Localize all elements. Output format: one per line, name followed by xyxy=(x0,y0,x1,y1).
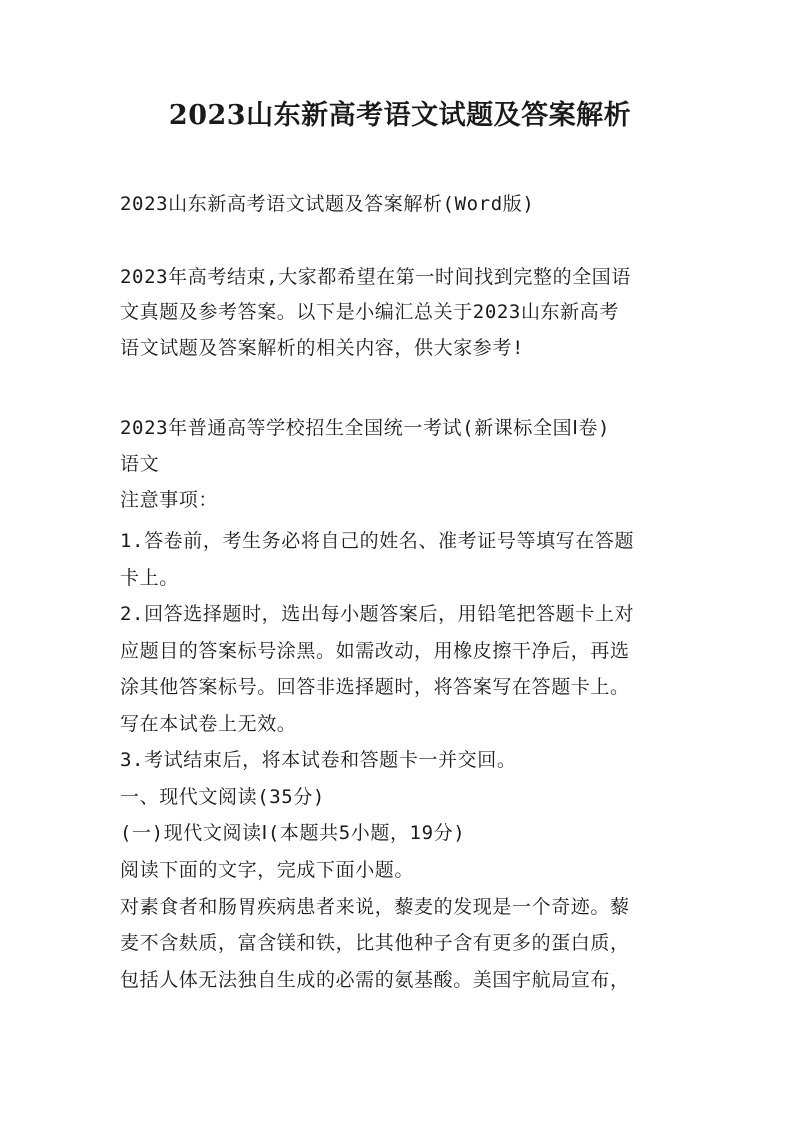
document-subtitle: 2023山东新高考语文试题及答案解析(Word版) xyxy=(120,193,535,215)
section-heading: 一、现代文阅读(35分) xyxy=(120,786,325,808)
intro-line-1: 2023年高考结束,大家都希望在第一时间找到完整的全国语 xyxy=(120,266,631,288)
notice-3: 3.考试结束后，将本试卷和答题卡一并交回。 xyxy=(120,749,517,771)
subsection-heading: (一)现代文阅读Ⅰ(本题共5小题，19分) xyxy=(120,822,466,844)
notice-1-line-1: 1.答卷前，考生务必将自己的姓名、准考证号等填写在答题 xyxy=(120,530,635,552)
intro-line-3: 语文试题及答案解析的相关内容，供大家参考! xyxy=(120,337,525,359)
passage-line-3: 包括人体无法独自生成的必需的氨基酸。美国宇航局宣布， xyxy=(120,969,630,991)
notice-2-line-2: 应题目的答案标号涂黑。如需改动，用橡皮擦干净后，再选 xyxy=(120,640,630,662)
passage-line-1: 对素食者和肠胃疾病患者来说，藜麦的发现是一个奇迹。藜 xyxy=(120,896,630,918)
notice-2-line-4: 写在本试卷上无效。 xyxy=(120,713,297,735)
notice-heading: 注意事项： xyxy=(120,489,219,511)
passage-line-2: 麦不含麸质，富含镁和铁，比其他种子含有更多的蛋白质， xyxy=(120,932,630,954)
notice-2-line-3: 涂其他答案标号。回答非选择题时，将答案写在答题卡上。 xyxy=(120,676,630,698)
notice-2-line-1: 2.回答选择题时，选出每小题答案后，用铅笔把答题卡上对 xyxy=(120,603,635,625)
notice-1-line-2: 卡上。 xyxy=(120,567,179,589)
document-title: 2023山东新高考语文试题及答案解析 xyxy=(168,100,632,131)
exam-header: 2023年普通高等学校招生全国统一考试(新课标全国Ⅰ卷) xyxy=(120,417,611,439)
intro-line-2: 文真题及参考答案。以下是小编汇总关于2023山东新高考 xyxy=(120,301,619,323)
reading-instruction: 阅读下面的文字，完成下面小题。 xyxy=(120,859,415,881)
subject-label: 语文 xyxy=(120,453,160,475)
